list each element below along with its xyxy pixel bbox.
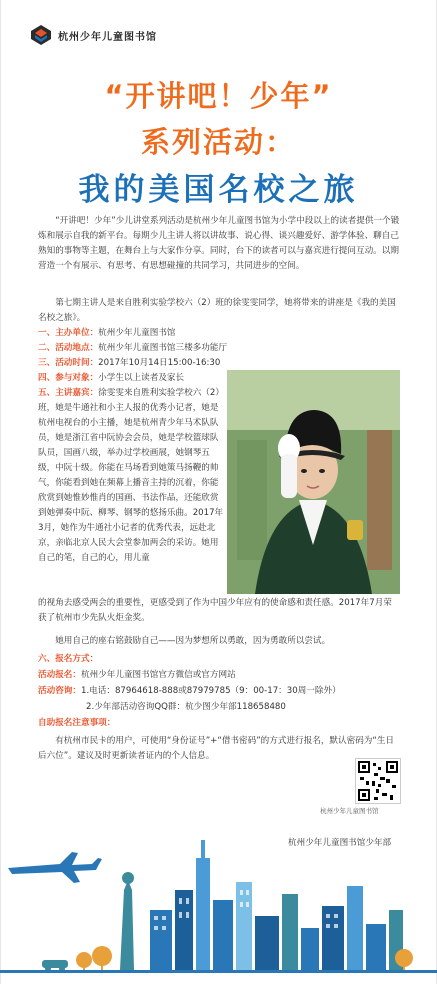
speaker-photo-illustration [227,370,400,594]
audience-value: 小学生以上读者及家长 [98,373,185,383]
info-time [38,356,220,371]
method-value: 杭州少年儿童图书馆官方微信或官方网站 [80,670,236,680]
motto-text: 她用自己的座右铭鼓励自己——因为梦想所以勇敢，因为勇敢所以尝试。 [55,636,331,646]
signup-label: 六、报名方式： [38,654,99,664]
intro-paragraph-2: 第七期主讲人是来自胜利实验学校六（2）班的徐雯雯同学，她将带来的讲座是《我的美国名校之旅》。 [38,298,396,323]
qr-code[interactable] [355,758,401,804]
consult-label: 活动咨询： [38,686,81,696]
guest-bio [38,386,226,566]
organizer-department: 杭州少年儿童图书馆少年部 [288,838,392,848]
library-logo [30,24,157,46]
info-place [38,341,227,356]
time-label: 三、活动时间： [38,358,99,368]
host-label: 一、主办单位： [38,328,99,338]
intro-paragraph-1: “开讲吧！少年”少儿讲堂系列活动是杭州少年儿童图书馆为小学中段以上的读者提供一个锻炼和展示自我的新平台。每期少儿主讲人将以讲故事、说心得、谈兴趣爱好、游学体验、聊自己熟知的事物等主题，在舞台上与大家作分享。同时，台下的读者可以与嘉宾进行提问互动。以期营造一个有展示、有思考、有思想碰撞的共同学习，共同进步的空间。 [38,216,400,271]
signup-consult [38,684,341,699]
signup-consult-2 [86,700,286,715]
speaker-photo [227,370,400,594]
consult-line-1: 1.电话：87964618-888或87979785（9：00-17：30周一除外） [80,686,341,696]
notice-label: 自助报名注意事项： [38,718,116,728]
guest-bio-text: 徐雯雯来自胜利实验学校六（2）班，她是牛通社和小主人报的优秀小记者，她是杭州电视台的小主播，她是杭州青少年马术队队员，她是浙江省中阮协会会员，她是学校篮球队队员，国画八级，举办过学校画展，她钢琴五级，中阮十级。你能在马场看到她策马扬鞭的帅气，你能看到她在频幕上播音主持的沉着，你能欣赏到她惟妙惟肖的国画、书法作品，还能欣赏到她弹奏中阮、柳琴、钢琴的悠扬乐曲。2017年3月，她作为牛通社小记者的优秀代表，远赴北京，亲临北京人民大会堂参加两会的采访。她用自己的笔，自己的心，用儿童 [38,388,224,563]
notice-text: 有杭州市民卡的用户，可使用“身份证号”+“借书密码”的方式进行报名，默认密码为“生日后六位”。建议及时更新读者证内的个人信息。 [38,736,395,761]
library-logo-text: 杭州少年儿童图书馆 [58,31,157,43]
guest-bio-continued: 的视角去感受两会的重要性，更感受到了作为中国少年应有的使命感和责任感。2017年7月荣获了杭州市少先队火炬金奖。 [38,598,392,623]
place-label: 二、活动地点： [38,343,99,353]
qr-caption: 杭州少年儿童图书馆 [320,807,379,815]
qr-code-icon [356,759,400,803]
place-value: 杭州少年儿童图书馆三楼多功能厅 [98,343,228,353]
signup-section-label [38,652,98,667]
city-skyline-illustration [0,820,437,984]
audience-label: 四、参与对象： [38,373,99,383]
host-value: 杭州少年儿童图书馆 [98,328,176,338]
info-host [38,326,176,341]
signup-method [38,668,236,683]
library-logo-icon [30,24,52,46]
title-line-3: 我的美国名校之旅 [78,172,359,208]
info-audience [38,371,184,386]
method-label: 活动报名： [38,670,81,680]
consult-line-2: 2.少年部活动咨询QQ群：杭少图少年部118658480 [86,702,286,712]
notice-section-label [38,716,115,731]
title-line-2: 系列活动： [140,125,296,159]
guest-label: 五、主讲嘉宾： [38,388,99,398]
airplane-icon [8,852,102,883]
time-value: 2017年10月14日15:00-16:30 [98,358,221,368]
title-line-1: “开讲吧！少年” [104,79,333,113]
